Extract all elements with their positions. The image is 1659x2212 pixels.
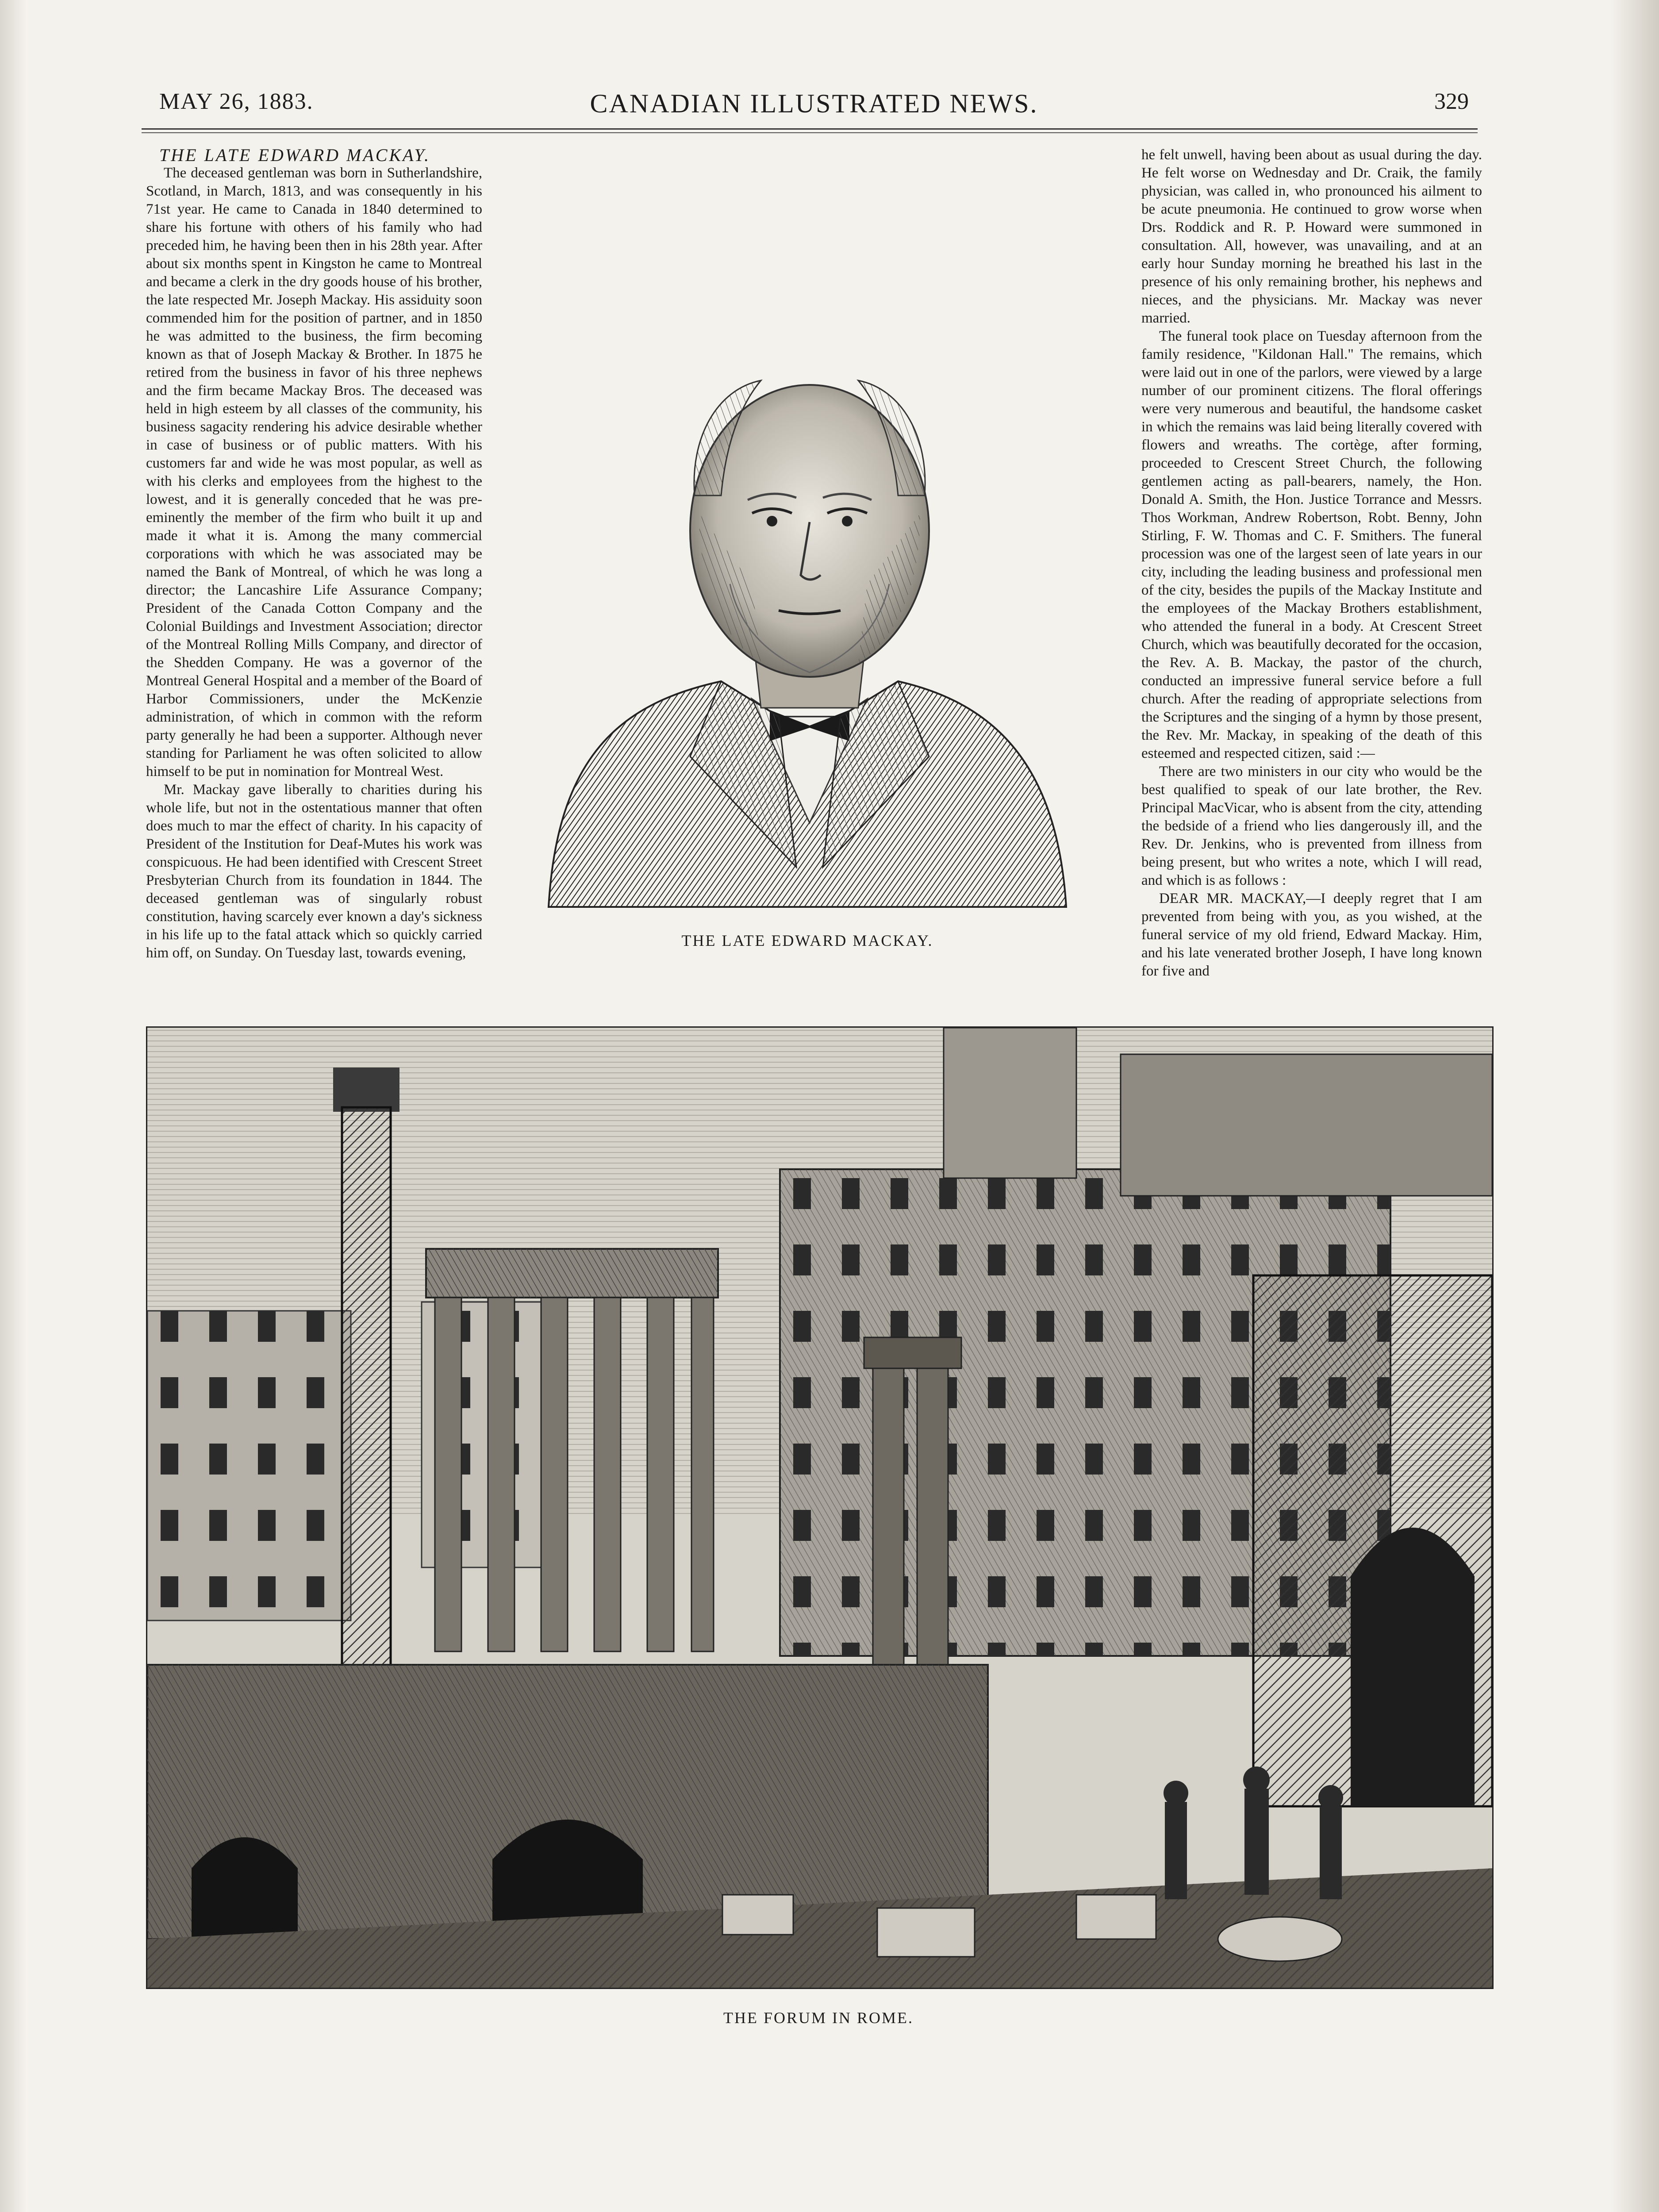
article-paragraph: The deceased gentleman was born in Sutherlandshire, Scotland, in March, 1813, and was consequently in his 71st year. He came to Canada in 1840 determined to share his fortune with others of his family who had preceded him, he having been then in his 28th year. After about six months spent in Kingston he came to Montreal and became a clerk in the dry goods house of his brother, the late respected Mr. Joseph Mackay. His assiduity soon commended him for the position of partner, and in 1850 he was admitted to the business, the firm becoming known as that of Joseph Mackay & Brother. In 1875 he retired from the business in favor of his three nephews and the firm became Mackay Bros. The deceased was held in high esteem by all classes of the community, his business sagacity rendering his advice desirable whether in case of business or of public matters. With his customers far and wide he was most popular, as well as with his clerks and employees from the highest to the lowest, and it is generally conceded that he was pre-eminently the member of the firm who built it up and made it what it is. Among the many commercial corporations with which he was associated may be named the Bank of Montreal, of which he was long a director; the Lancashire Life Assurance Company; President of the Canada Cotton Company and the Colonial Buildings and Investment Association; director of the Montreal Rolling Mills Company, and director of the Shedden Company. He was a governor of the Montreal General Hospital and a member of the Board of Harbor Commissioners, under the McKenzie administration, of which in common with the reform party generally he had been a supporter. Although never standing for Parliament he was often solicited to allow himself to be put in nomination for Montreal West.: [146, 165, 482, 780]
article-paragraph: DEAR MR. MACKAY,—I deeply regret that I am prevented from being with you, as you wished, at the funeral service of my old friend, Edward Mackay. Him, and his late venerated brother Joseph, I have long known for five and: [1141, 891, 1482, 979]
page-number: 329: [1434, 89, 1469, 114]
forum-caption: THE FORUM IN ROME.: [723, 2009, 914, 2027]
portrait-caption: THE LATE EDWARD MACKAY.: [681, 932, 933, 949]
article-column-left: [146, 146, 482, 987]
article-column-right: [1141, 146, 1482, 987]
article-paragraph: Mr. Mackay gave liberally to charities during his whole life, but not in the ostentatious manner that often does much to mar the effect of charity. In his capacity of President of the Institution for Deaf-Mutes his work was conspicuous. He had been identified with Crescent Street Presbyterian Church from its foundation in 1844. The deceased gentleman was of singularly robust constitution, having scarcely ever known a day's sickness in his life up to the fatal attack which so quickly carried him off, on Sunday. On Tuesday last, towards evening,: [146, 782, 482, 961]
header-rule: [142, 128, 1478, 133]
article-paragraph: he felt unwell, having been about as usual during the day. He felt worse on Wednesday and Dr. Craik, the family physician, was called in, who pronounced his ailment to be acute pneumonia. He continued to grow worse when Drs. Roddick and R. P. Howard were summoned in consultation. All, however, was unavailing, and at an early hour Sunday morning he breathed his last in the presence of his only remaining brother, his nephews and nieces, and the physicians. Mr. Mackay was never married.: [1141, 147, 1482, 326]
publication-title: CANADIAN ILLUSTRATED NEWS.: [590, 89, 1038, 118]
article-heading: THE LATE EDWARD MACKAY.: [159, 145, 430, 165]
issue-date: MAY 26, 1883.: [159, 89, 314, 114]
article-paragraph: The funeral took place on Tuesday afternoon from the family residence, "Kildonan Hall." The remains, which were laid out in one of the parlors, were viewed by a large number of our prominent citizens. The floral offerings were very numerous and beautiful, the handsome casket in which the remains was laid being literally covered with flowers and wreaths. The cortège, after forming, proceeded to Crescent Street Church, the following gentlemen acting as pall-bearers, namely, the Hon. Donald A. Smith, the Hon. Justice Torrance and Messrs. Thos Workman, Andrew Robertson, Robt. Benny, John Stirling, F. W. Thomas and C. F. Smithers. The funeral procession was one of the largest seen of late years in our city, including the leading business and professional men of the city, besides the pupils of the Mackay Institute and the employees of the Mackay Brothers establishment, who attended the funeral in a body. At Crescent Street Church, which was beautifully decorated for the occasion, the Rev. A. B. Mackay, the pastor of the church, conducted an impressive funeral service before a full church. After the reading of appropriate selections from the Scriptures and the singing of a hymn by those present, the Rev. Mr. Mackay, in speaking of the death of this esteemed and respected citizen, said :—: [1141, 328, 1482, 761]
forum-engraving: [146, 1026, 1494, 1989]
page-edge-right: [1610, 0, 1659, 2212]
page-edge-left: [0, 0, 27, 2212]
page-header: [159, 88, 1469, 124]
article-paragraph: There are two ministers in our city who would be the best qualified to speak of our late brother, the Rev. Principal MacVicar, who is absent from the city, attending the bedside of a friend who lies dangerously ill, and the Rev. Dr. Jenkins, who is prevented from illness from being present, but who writes a note, which I will read, and which is as follows :: [1141, 764, 1482, 888]
portrait-engraving: [531, 248, 1084, 911]
